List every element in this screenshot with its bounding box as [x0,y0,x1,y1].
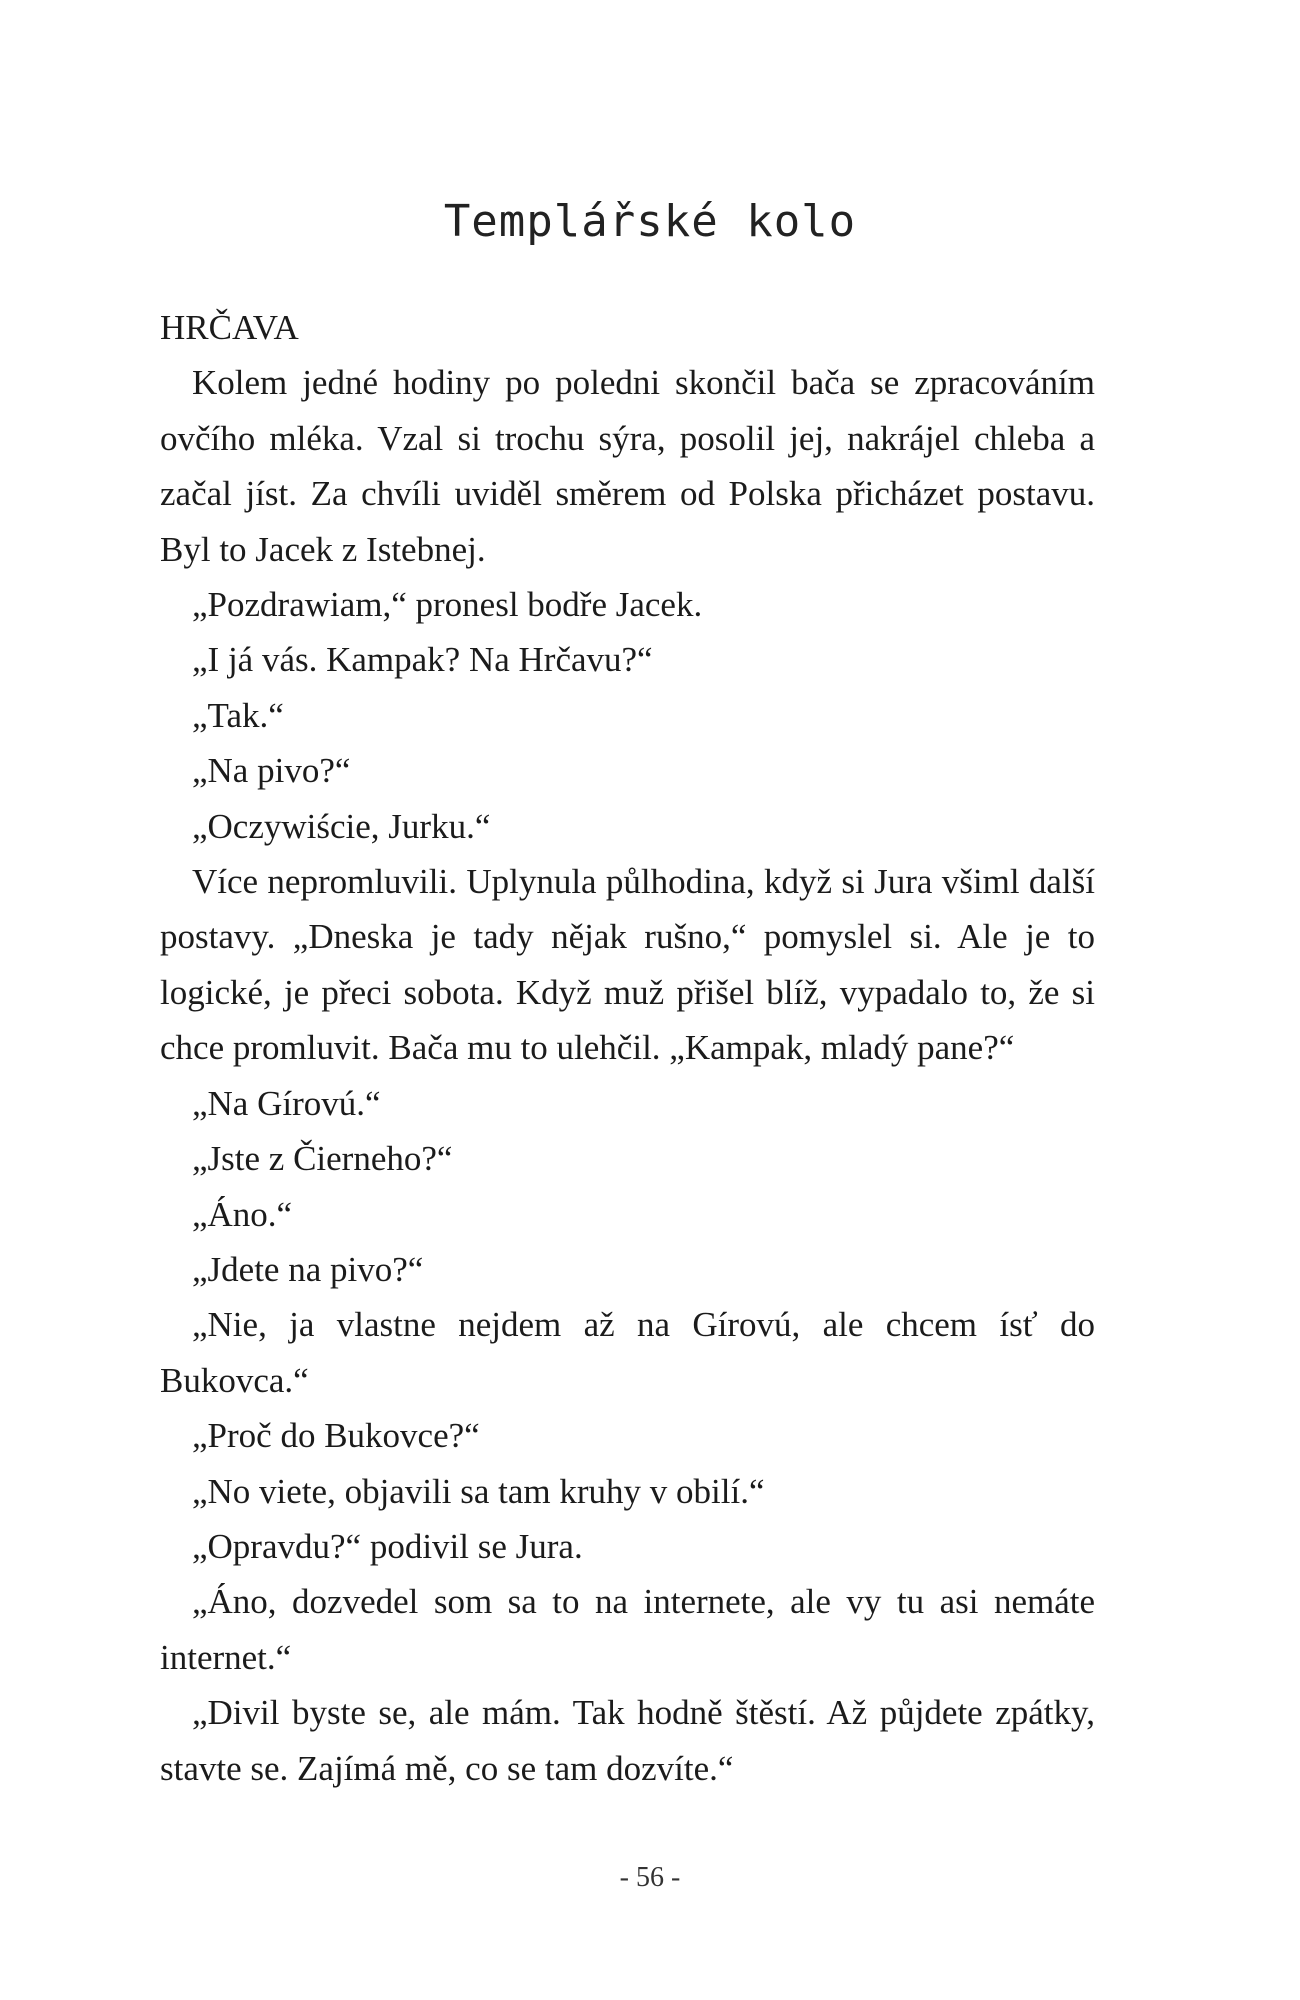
paragraph: „Nie, ja vlastne nejdem až na Gírovú, ale chcem ísť do Bukovca.“ [160,1305,1095,1400]
chapter-title: Templářské kolo [443,196,857,247]
paragraph: „Áno.“ [192,1194,293,1234]
paragraph: „Divil byste se, ale mám. Tak hodně štěstí. Až půjdete zpátky, stavte se. Zajímá mě, co se tam dozvíte.“ [160,1693,1095,1788]
paragraph: „Proč do Bukovce?“ [192,1416,480,1456]
page-number: - 56 - [619,1862,681,1893]
paragraph: „Na pivo?“ [192,751,351,791]
paragraph: „Jste z Čierneho?“ [192,1139,453,1179]
paragraph: Více nepromluvili. Uplynula půlhodina, když si Jura všiml další postavy. „Dneska je tady nějak rušno,“ pomyslel si. Ale je to logické, je přeci sobota. Když muž přišel blíž, vypadalo to, že si chce promluvit. Bača mu to ulehčil. „Kampak, mladý pane?“ [160,862,1095,1068]
paragraph: Kolem jedné hodiny po poledni skončil bača se zpracováním ovčího mléka. Vzal si trochu sýra, posolil jej, nakrájel chleba a začal jíst. Za chvíli uviděl směrem od Polska přicházet postavu. Byl to Jacek z Istebnej. [160,363,1095,569]
paragraph: „Áno, dozvedel som sa to na internete, ale vy tu asi nemáte internet.“ [160,1582,1095,1677]
paragraph: „Pozdrawiam,“ pronesl bodře Jacek. [192,585,703,625]
paragraph: „Jdete na pivo?“ [192,1249,424,1289]
paragraph: „Na Gírovú.“ [192,1083,381,1123]
paragraph: „I já vás. Kampak? Na Hrčavu?“ [192,640,653,680]
paragraph: „Tak.“ [192,695,284,735]
body-text [160,300,1095,1796]
section-label: HRČAVA [160,308,299,347]
paragraph: „Opravdu?“ podivil se Jura. [192,1526,583,1566]
paragraph: „No viete, objavili sa tam kruhy v obilí.“ [192,1471,765,1511]
paragraph: „Oczywiście, Jurku.“ [192,806,491,846]
